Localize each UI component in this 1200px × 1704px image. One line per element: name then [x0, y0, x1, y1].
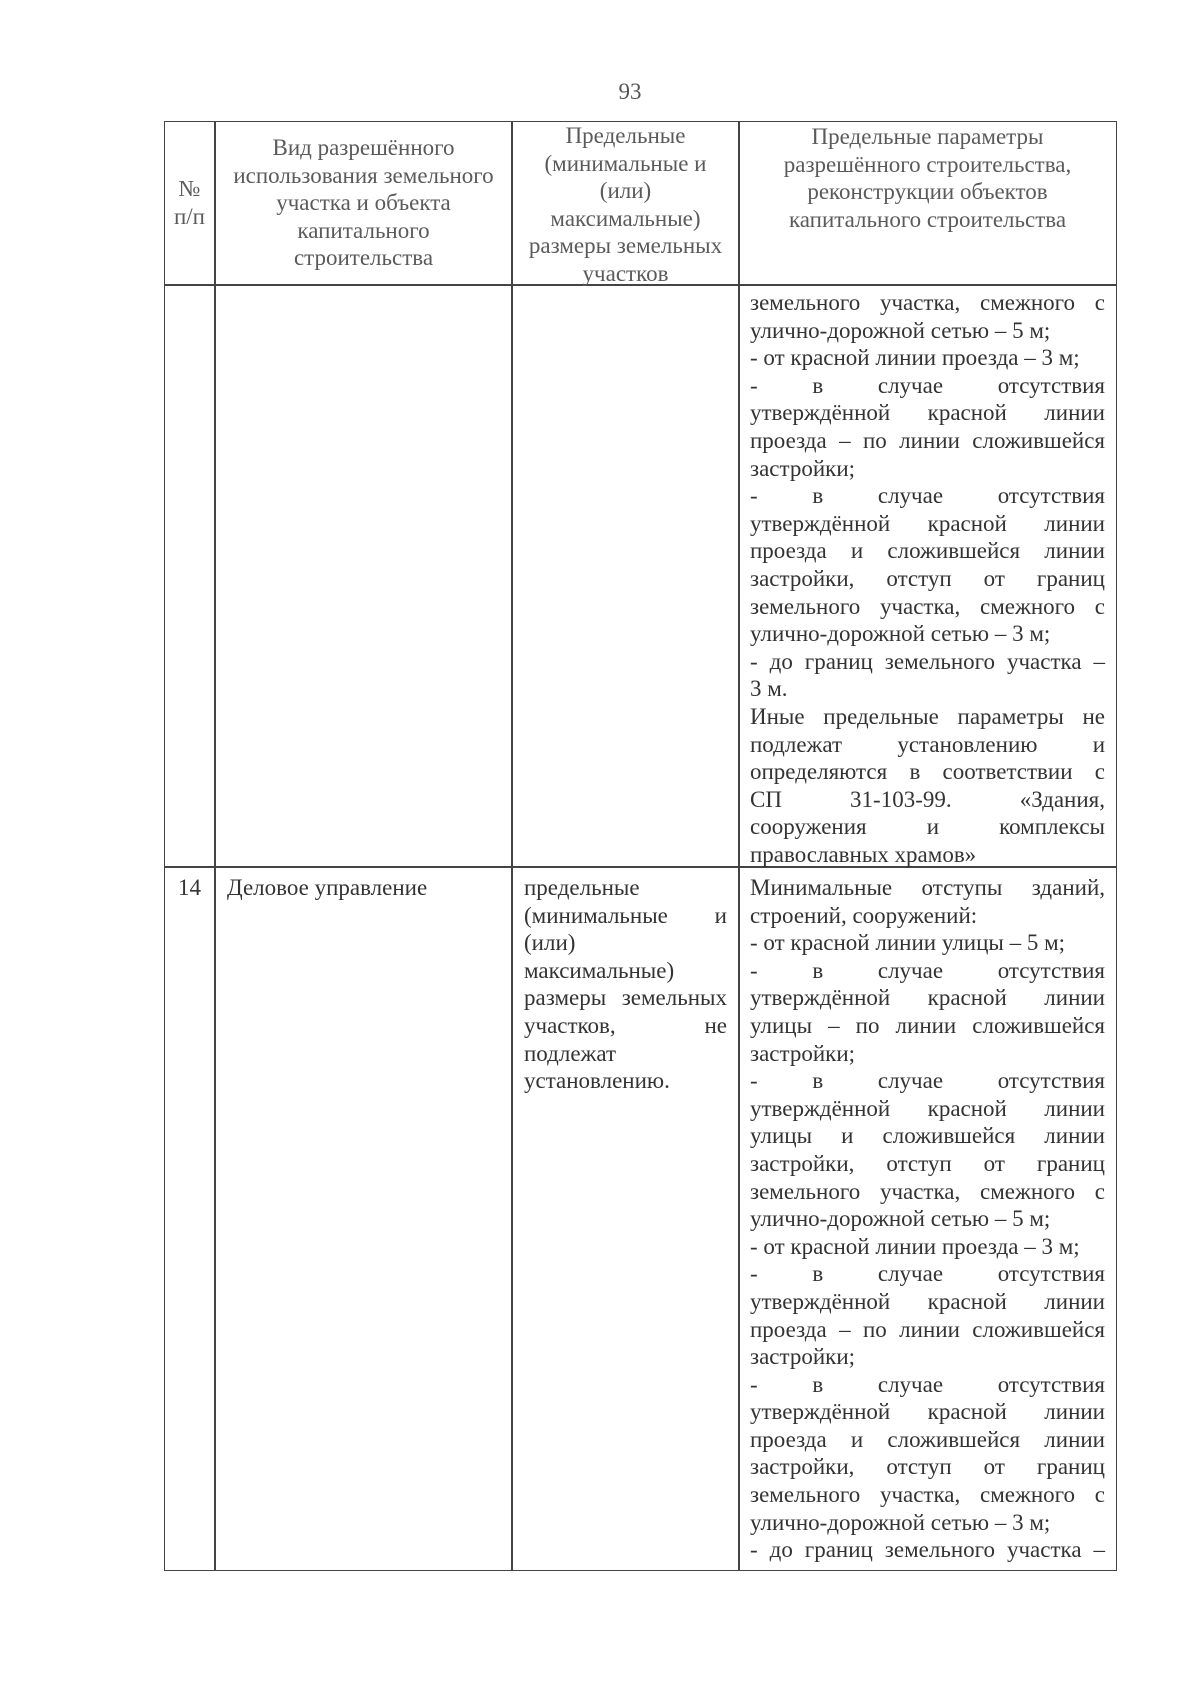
cell-line: подлежат установлению и: [750, 731, 1105, 757]
cell-line: земельного участка, смежного с: [750, 290, 1105, 315]
cell-line: утверждённой красной линии: [750, 400, 1105, 426]
cell-line: утверждённой красной линии: [750, 1288, 1105, 1314]
header-line: реконструкции объектов: [807, 179, 1048, 205]
row-number: 14: [178, 875, 201, 900]
cell-line: проезда и сложившейся линии: [750, 1426, 1105, 1452]
cell-line: Минимальные отступы зданий,: [750, 875, 1105, 900]
cell-line: участков, не: [524, 1012, 727, 1038]
header-line: участков: [582, 260, 669, 286]
cell-line: подлежат: [524, 1040, 617, 1066]
cell-line: утверждённой красной линии: [750, 1095, 1105, 1121]
cell-line: - в случае отсутствия: [750, 1371, 1105, 1397]
cell-line: - в случае отсутствия: [750, 1068, 1105, 1094]
cell-line: (или): [524, 930, 576, 956]
construction-params-cell: [739, 867, 1117, 1571]
cell-line: земельного участка, смежного с: [750, 1482, 1105, 1508]
header-line: капитального строительства: [788, 206, 1067, 232]
cell-line: улицы и сложившейся линии: [750, 1123, 1105, 1149]
cell-line: сооружения и комплексы: [750, 814, 1105, 840]
cell-line: 3 м.: [750, 676, 788, 702]
cell-line: проезда – по линии сложившейся: [750, 427, 1105, 453]
cell-line: - в случае отсутствия: [750, 483, 1105, 509]
cell-line: определяются в соответствии с: [750, 759, 1105, 785]
cell-line: - до границ земельного участка –: [750, 648, 1105, 674]
header-cell-plot-sizes: [512, 121, 739, 285]
cell-line: - от красной линии проезда – 3 м;: [750, 1233, 1080, 1259]
cell-line: - от красной линии проезда – 3 м;: [750, 345, 1080, 371]
header-cell-construction-params: [739, 121, 1117, 285]
header-line: разрешённого строительства,: [783, 151, 1072, 177]
cell-line: земельного участка, смежного с: [750, 593, 1105, 619]
header-line: строительства: [293, 245, 434, 271]
cell-line: православных храмов»: [750, 841, 977, 867]
cell-line: утверждённой красной линии: [750, 1399, 1105, 1425]
cell-line: улично-дорожной сетью – 3 м;: [750, 621, 1051, 647]
cell-line: - в случае отсутствия: [750, 957, 1105, 983]
cell-line: утверждённой красной линии: [750, 985, 1105, 1011]
cell-line: застройки, отступ от границ: [750, 1454, 1105, 1480]
cell-line: проезда и сложившейся линии: [750, 538, 1105, 564]
cell-line: строений, сооружений:: [750, 902, 978, 928]
permitted-use-name: Деловое управление: [227, 875, 428, 900]
table-row-continuation-params: [739, 285, 1117, 867]
page-number: 93: [618, 79, 642, 104]
header-line: использования земельного: [233, 162, 494, 188]
cell-line: застройки, отступ от границ: [750, 565, 1105, 591]
cell-line: проезда – по линии сложившейся: [750, 1316, 1105, 1342]
cell-line: установлению.: [524, 1068, 670, 1094]
cell-line: застройки;: [750, 1344, 856, 1370]
header-line: капитального: [297, 217, 430, 243]
header-line: Вид разрешённого: [272, 135, 455, 161]
cell-line: размеры земельных: [524, 985, 727, 1011]
header-line: участка и объекта: [276, 190, 451, 216]
cell-line: земельного участка, смежного с: [750, 1178, 1105, 1204]
cell-line: улично-дорожной сетью – 5 м;: [750, 317, 1051, 343]
header-cell-permitted-use: [215, 121, 512, 285]
row-number-cell: [164, 867, 215, 1571]
header-cell-number: [164, 121, 215, 285]
cell-line: СП 31-103-99. «Здания,: [750, 786, 1105, 812]
header-line: Предельные: [565, 123, 686, 148]
cell-line: улично-дорожной сетью – 3 м;: [750, 1509, 1051, 1535]
cell-line: максимальные): [524, 957, 675, 983]
cell-line: утверждённой красной линии: [750, 510, 1105, 536]
cell-line: улицы – по линии сложившейся: [750, 1012, 1105, 1038]
header-line: (или): [599, 178, 652, 204]
header-line: п/п: [173, 204, 205, 229]
header-line: размеры земельных: [528, 233, 723, 259]
cell-line: застройки, отступ от границ: [750, 1150, 1105, 1176]
cell-line: (минимальные и: [524, 902, 727, 928]
cell-line: - от красной линии улицы – 5 м;: [750, 930, 1066, 956]
permitted-use-cell: [215, 867, 512, 1571]
header-line: максимальные): [550, 205, 701, 231]
cell-line: улично-дорожной сетью – 5 м;: [750, 1206, 1051, 1232]
cell-line: Иные предельные параметры не: [750, 703, 1105, 729]
cell-line: - в случае отсутствия: [750, 372, 1105, 398]
header-line: Предельные параметры: [811, 124, 1044, 149]
cell-line: - до границ земельного участка –: [750, 1537, 1105, 1563]
cell-line: - в случае отсутствия: [750, 1261, 1105, 1287]
header-line: (минимальные и: [544, 150, 707, 176]
plot-sizes-cell: [512, 867, 739, 1571]
cell-line: застройки;: [750, 455, 856, 481]
header-line: №: [178, 176, 201, 202]
cell-line: предельные: [524, 875, 640, 900]
cell-line: застройки;: [750, 1040, 856, 1066]
